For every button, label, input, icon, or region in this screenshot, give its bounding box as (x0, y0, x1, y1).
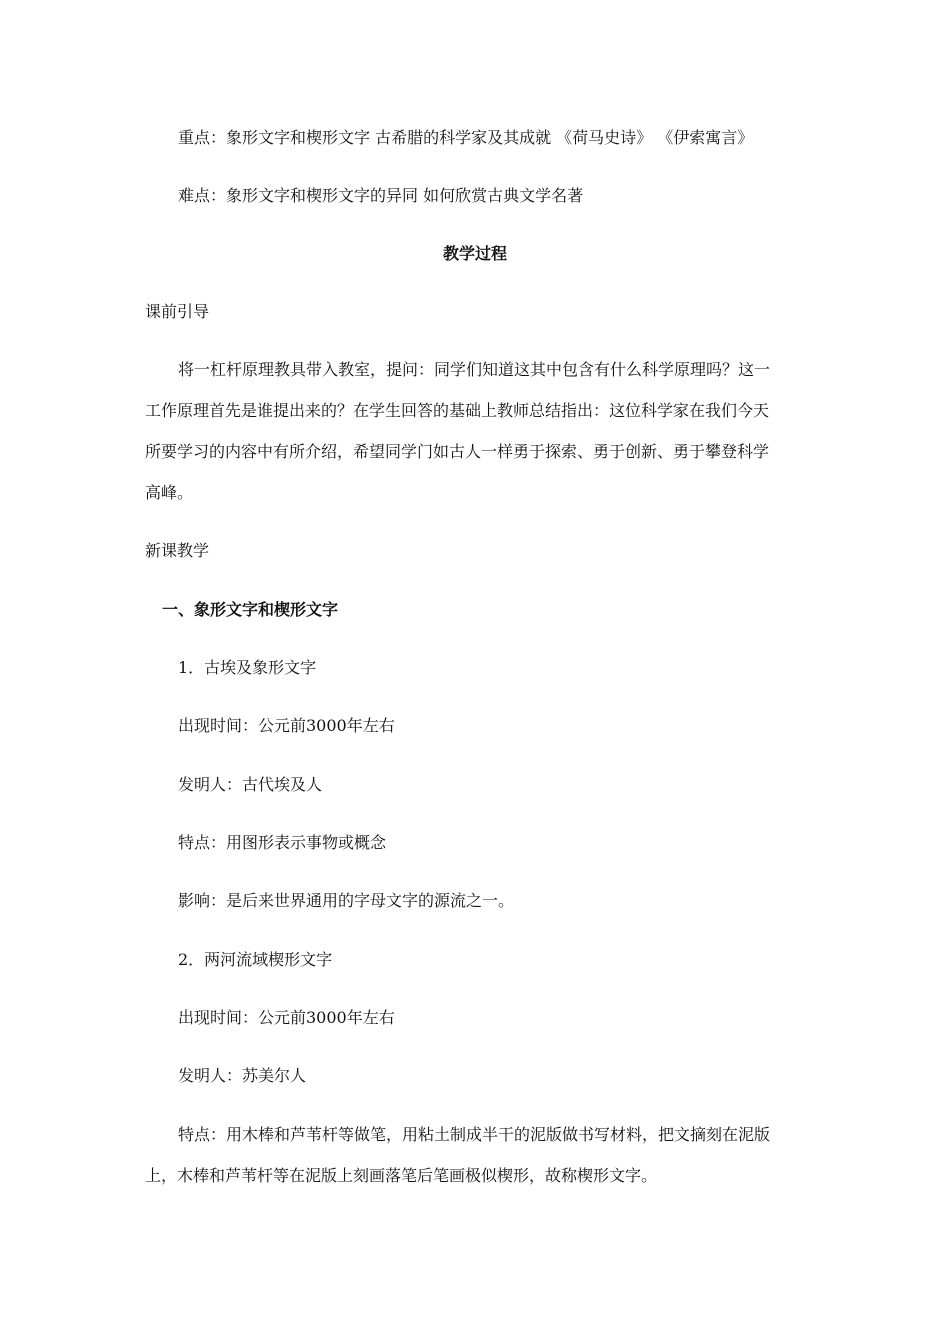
process-heading: 教学过程 (442, 244, 507, 263)
intro-paragraph-line: 工作原理首先是谁提出来的？在学生回答的基础上教师总结指出：这位科学家在我们今天 (145, 401, 770, 420)
egypt-feature: 特点：用图形表示事物或概念 (178, 833, 387, 852)
intro-heading: 课前引导 (145, 302, 210, 321)
egypt-inventor: 发明人：古代埃及人 (178, 775, 323, 794)
mesopotamia-inventor: 发明人：苏美尔人 (178, 1066, 307, 1085)
intro-paragraph-line: 高峰。 (145, 483, 194, 502)
mesopotamia-feature-line: 特点：用木棒和芦苇杆等做笔，用粘土制成半干的泥版做书写材料，把文摘刻在泥版 (178, 1125, 771, 1144)
section1-heading: 一、象形文字和楔形文字 (162, 600, 339, 619)
mesopotamia-time: 出现时间：公元前3000年左右 (178, 1008, 395, 1027)
egypt-title: 1．古埃及象形文字 (178, 658, 317, 677)
egypt-time: 出现时间：公元前3000年左右 (178, 716, 395, 735)
intro-paragraph-line: 所要学习的内容中有所介绍，希望同学门如古人一样勇于探索、勇于创新、勇于攀登科学 (145, 442, 770, 461)
mesopotamia-feature-line: 上，木棒和芦苇杆等在泥版上刻画落笔后笔画极似楔形，故称楔形文字。 (145, 1166, 658, 1185)
focus-points-line: 重点：象形文字和楔形文字 古希腊的科学家及其成就 《荷马史诗》 《伊索寓言》 (178, 128, 754, 147)
mesopotamia-title: 2．两河流域楔形文字 (178, 950, 333, 969)
egypt-influence: 影响：是后来世界通用的字母文字的源流之一。 (178, 891, 515, 910)
difficulty-points-line: 难点：象形文字和楔形文字的异同 如何欣赏古典文学名著 (178, 186, 584, 205)
intro-paragraph-line: 将一杠杆原理教具带入教室，提问：同学们知道这其中包含有什么科学原理吗？这一 (178, 360, 771, 379)
new-lesson-heading: 新课教学 (145, 541, 210, 560)
